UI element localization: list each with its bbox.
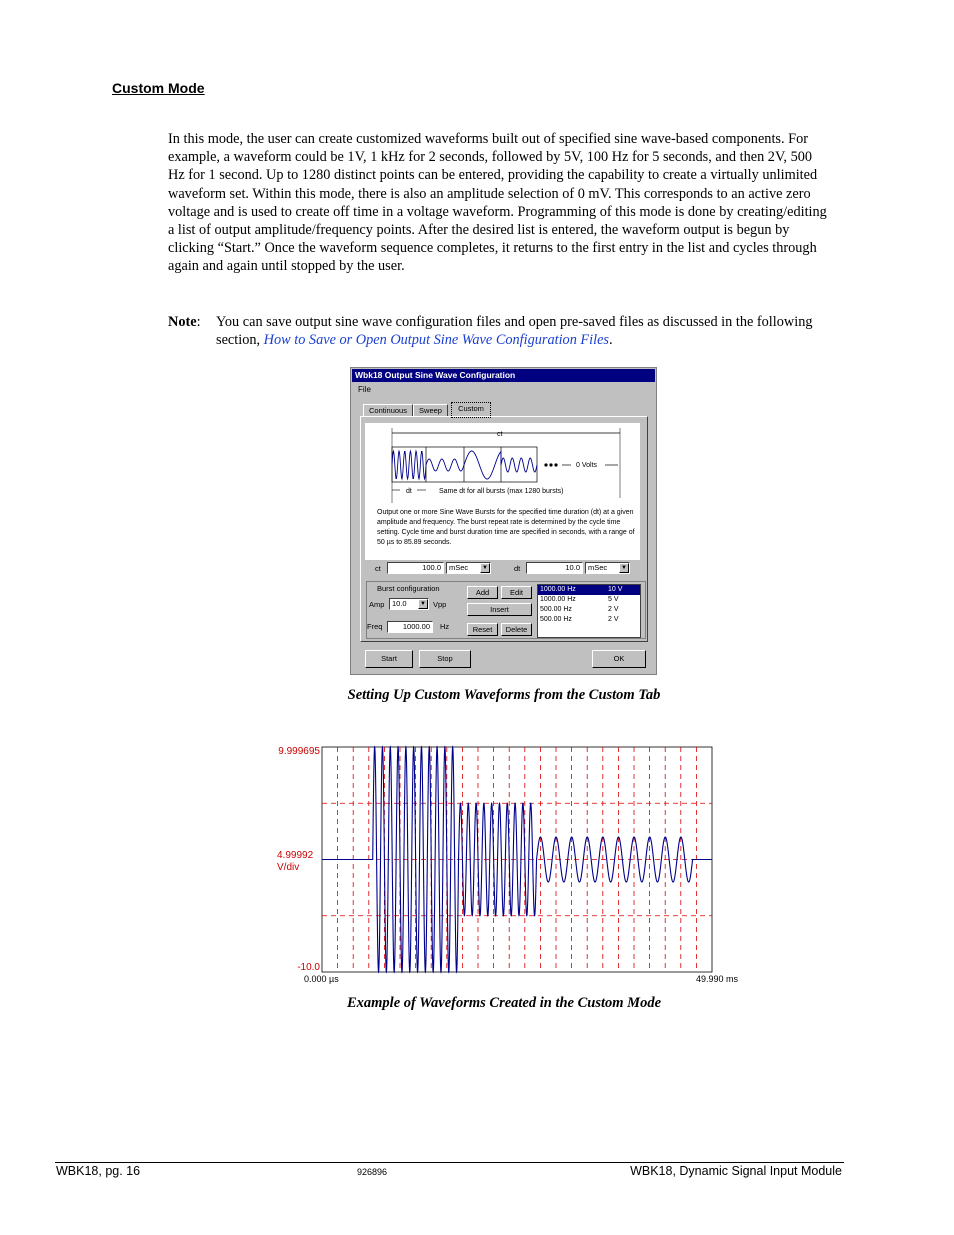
amp-unit: Vpp xyxy=(433,600,447,609)
ct-label: ct xyxy=(375,564,381,573)
footer-right: WBK18, Dynamic Signal Input Module xyxy=(630,1164,842,1178)
list-item[interactable] xyxy=(538,605,640,615)
amp-select[interactable]: 10.0 xyxy=(389,598,429,610)
note-body xyxy=(216,313,826,349)
footer-rule xyxy=(55,1162,844,1163)
same-dt-note: Same dt for all bursts (max 1280 bursts) xyxy=(439,488,564,495)
list-item-amp: 5 V xyxy=(608,596,619,603)
y-unit-label: V/div xyxy=(277,862,300,873)
note-block: Note: You can save output sine wave configuration files and open pre-saved files as discussed in the following section, How to Save or Open Output Sine Wave Configuration Files. xyxy=(168,313,828,331)
sine-wave-dialog xyxy=(350,367,657,675)
delete-button[interactable]: Delete xyxy=(501,623,532,636)
section-title: Custom Mode xyxy=(112,80,205,96)
y-bottom-label: -10.0 xyxy=(297,962,320,973)
tab-custom[interactable]: Custom xyxy=(451,402,491,418)
dt-input[interactable]: 10.0 xyxy=(526,562,583,574)
burst-list[interactable] xyxy=(537,584,641,638)
ct-input[interactable]: 100.0 xyxy=(387,562,444,574)
x-end-label: 49.990 ms xyxy=(696,974,739,984)
reset-button[interactable]: Reset xyxy=(467,623,498,636)
list-item-freq: 1000.00 Hz xyxy=(540,596,576,603)
list-item-amp: 10 V xyxy=(608,586,623,593)
caption-chart: Example of Waveforms Created in the Custom Mode xyxy=(346,995,662,1011)
list-item[interactable] xyxy=(538,595,640,605)
freq-label: Freq xyxy=(367,622,383,631)
zero-volts-label: 0 Volts xyxy=(576,462,598,469)
caption-dialog: Setting Up Custom Waveforms from the Custom Tab xyxy=(347,687,661,703)
insert-button[interactable]: Insert xyxy=(467,603,532,616)
list-item-freq: 500.00 Hz xyxy=(540,606,572,613)
tab-sweep[interactable]: Sweep xyxy=(413,404,448,417)
burst-description: Output one or more Sine Wave Bursts for the specified time duration (dt) at a given amplitude and frequency. The burst repeat rate is determined by the cycle time setting. Cycle time and burst duration time are specified in seconds, with a range of 50 µs to 85.89 seconds. xyxy=(377,509,635,546)
list-item-amp: 2 V xyxy=(608,616,619,623)
dt-unit-dropdown-icon[interactable]: ▼ xyxy=(619,563,629,573)
dt-unit-select[interactable]: mSec xyxy=(585,562,630,574)
x-start-label: 0.000 µs xyxy=(304,974,339,984)
list-item[interactable] xyxy=(538,615,640,625)
list-item-freq: 500.00 Hz xyxy=(540,616,572,623)
ct-unit-select[interactable]: mSec xyxy=(446,562,491,574)
y-top-label: 9.999695 xyxy=(278,746,320,757)
tab-continuous[interactable]: Continuous xyxy=(363,404,413,417)
menu-file[interactable]: File xyxy=(358,385,371,394)
freq-unit: Hz xyxy=(440,622,450,631)
note-label: Note xyxy=(168,314,197,330)
list-item-freq: 1000.00 Hz xyxy=(540,586,576,593)
dt-diagram-label: dt xyxy=(406,488,412,495)
footer-center: 926896 xyxy=(357,1167,388,1177)
list-item[interactable] xyxy=(538,585,640,595)
ok-button[interactable]: OK xyxy=(592,650,646,668)
burst-config-label: Burst configuration xyxy=(377,584,440,593)
amp-label: Amp xyxy=(369,600,385,609)
note-link[interactable]: How to Save or Open Output Sine Wave Configuration Files xyxy=(263,332,610,349)
stop-button[interactable]: Stop xyxy=(419,650,471,668)
footer-left: WBK18, pg. 16 xyxy=(56,1164,141,1178)
freq-input[interactable]: 1000.00 xyxy=(387,621,433,633)
note-text: You can save output sine wave configuration files and open pre-saved files as discussed in the following section, xyxy=(216,314,813,349)
dt-label: dt xyxy=(514,564,521,573)
intro-paragraph: In this mode, the user can create customized waveforms built out of specified sine wave-based components. For example, a waveform could be 1V, 1 kHz for 2 seconds, followed by 5V, 100 Hz for 5 seconds, and then 2V, 500 Hz for 1 second. Up to 1280 distinct points can be entered, providing the capability to create a virtually unlimited waveform set. Within this mode, there is also an amplitude selection of 0 mV. This corresponds to an active zero voltage and is used to create off time in a voltage waveform. Programming of this mode is done by creating/editing a list of output amplitude/frequency points. After the desired list is entered, the waveform output is begun by clicking “Start.” Once the waveform sequence completes, it returns to the first entry in the list and cycles through again and again until stopped by the user. xyxy=(168,131,827,275)
amp-dropdown-icon[interactable]: ▼ xyxy=(418,599,428,609)
edit-button[interactable]: Edit xyxy=(501,586,532,599)
ct-unit-dropdown-icon[interactable]: ▼ xyxy=(480,563,490,573)
waveform-chart xyxy=(270,740,750,990)
dialog-title: Wbk18 Output Sine Wave Configuration xyxy=(352,369,655,382)
start-button[interactable]: Start xyxy=(365,650,413,668)
ct-diagram-label: ct xyxy=(497,431,503,438)
add-button[interactable]: Add xyxy=(467,586,498,599)
waveform-chart-svg xyxy=(270,740,750,990)
y-mid-label: 4.99992 xyxy=(277,850,314,861)
note-end: . xyxy=(609,332,613,349)
list-item-amp: 2 V xyxy=(608,606,619,613)
